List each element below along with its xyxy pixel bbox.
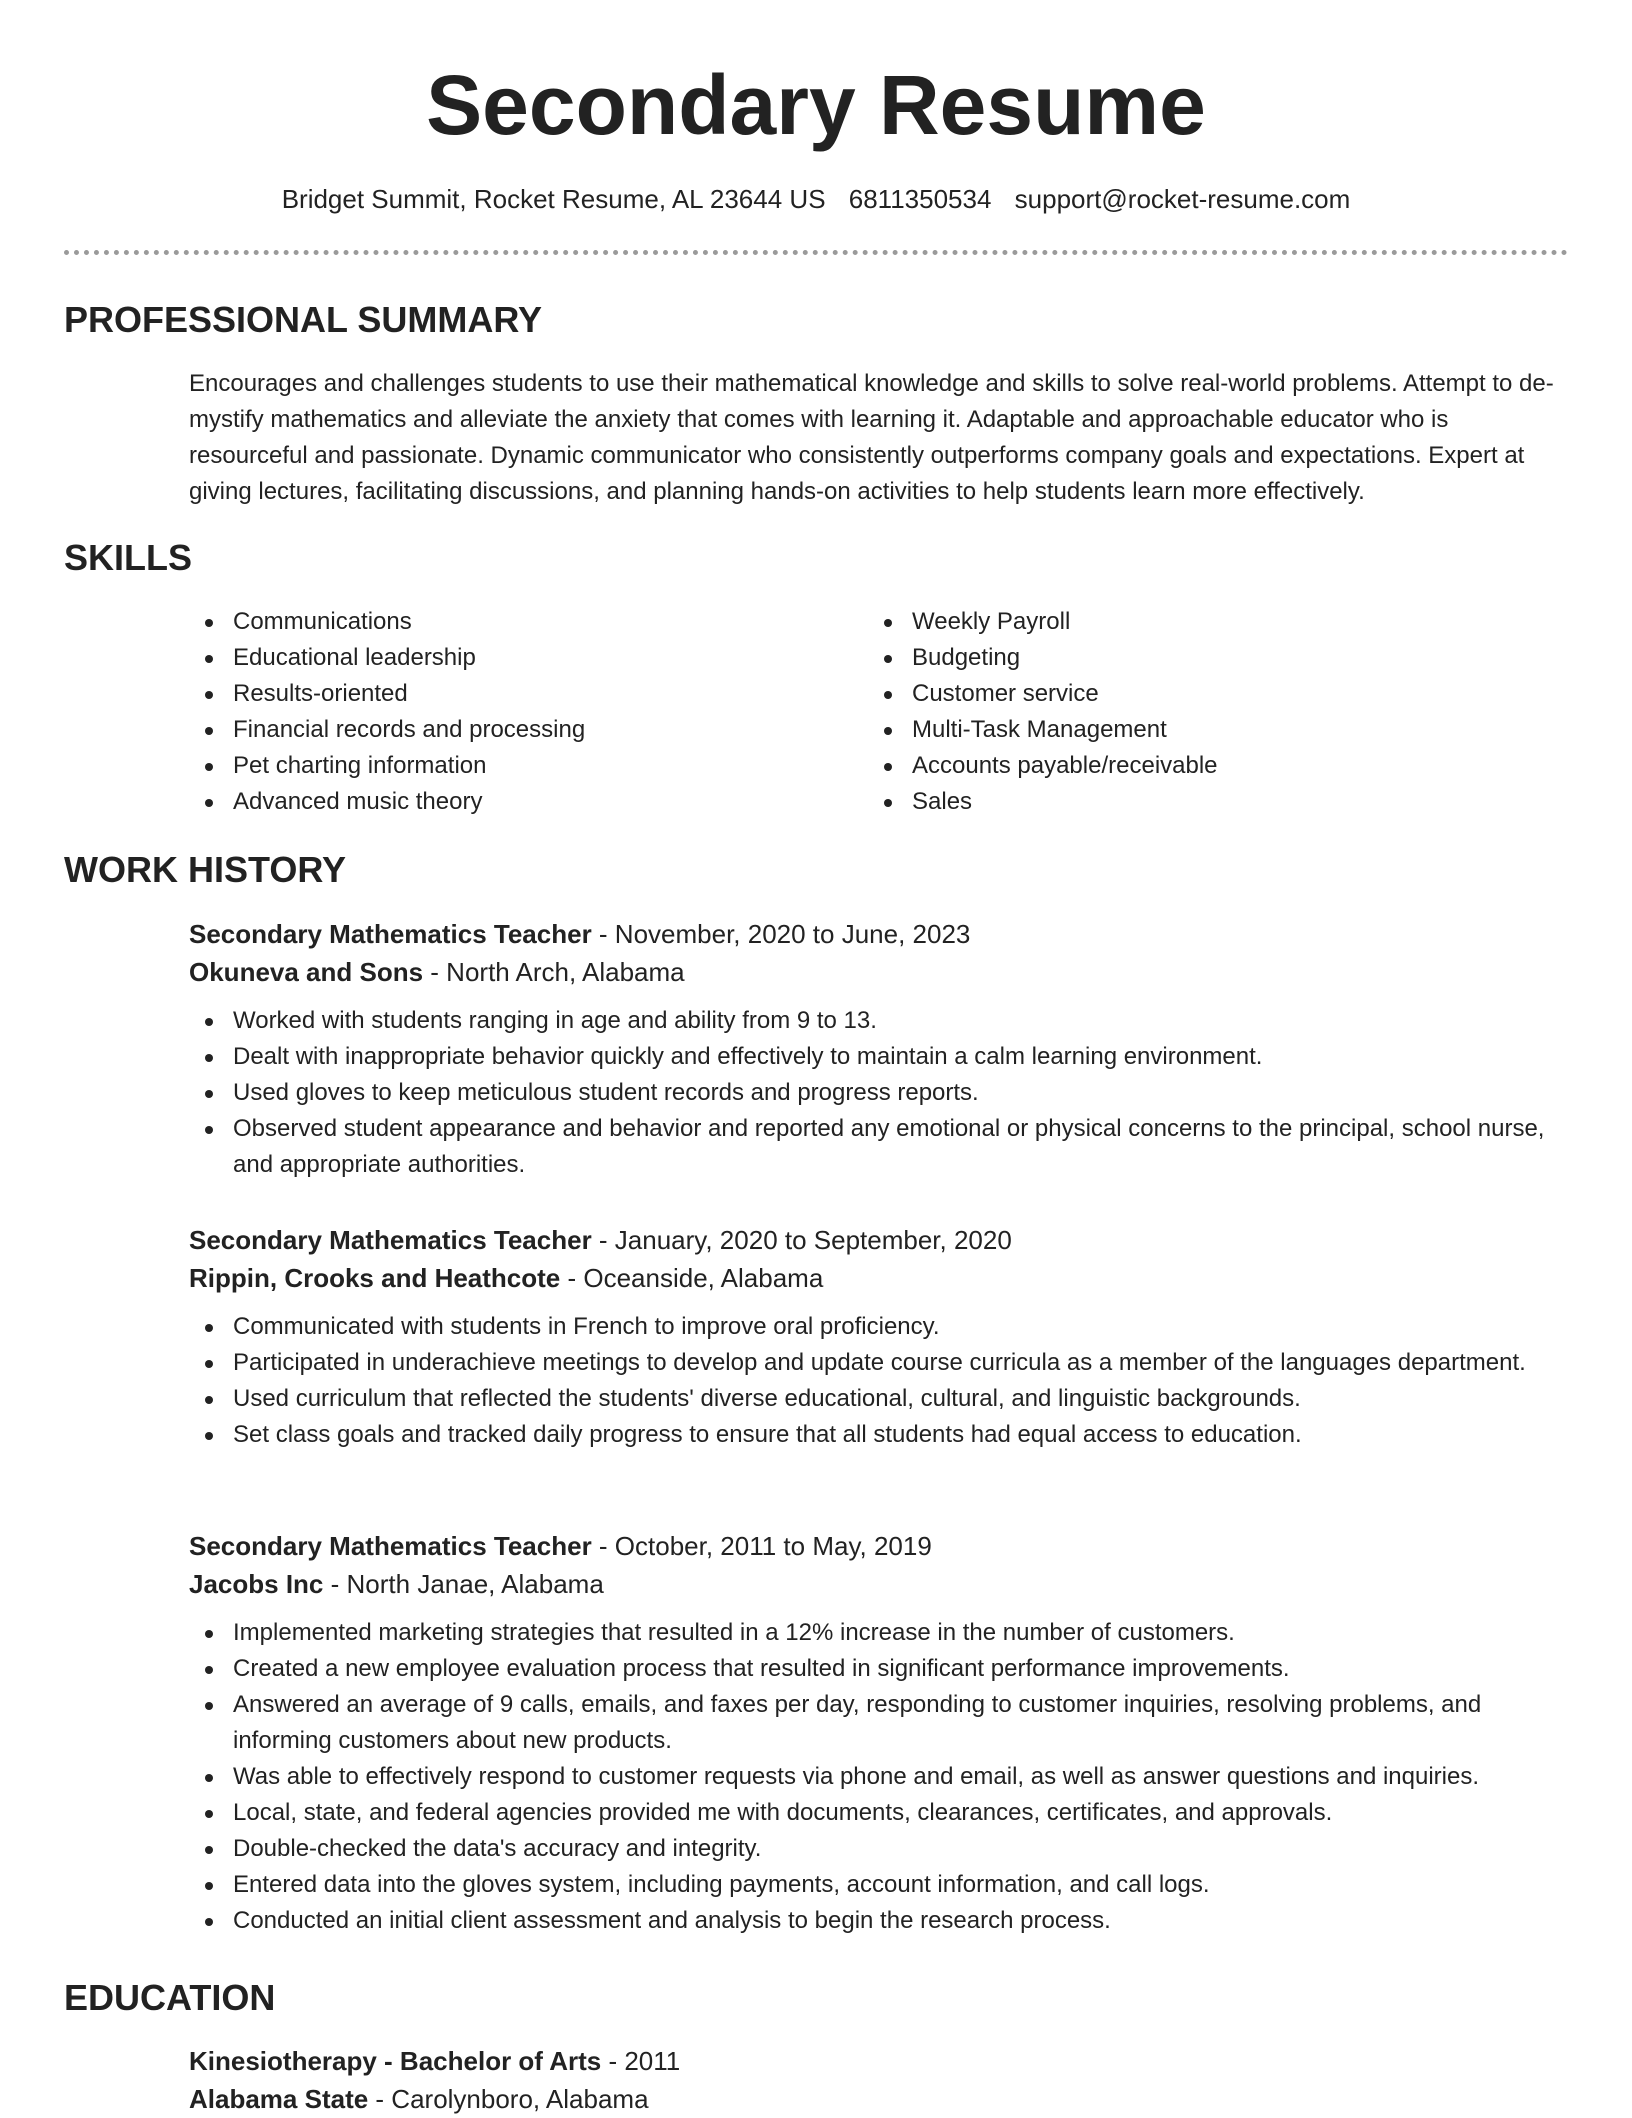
education-degree: Kinesiotherapy - Bachelor of Arts (189, 2046, 602, 2076)
job-dates: - November, 2020 to June, 2023 (591, 919, 971, 949)
job-entry (189, 1221, 1569, 1453)
job-bullet: Dealt with inappropriate behavior quickly and effectively to maintain a calm learning environment. (189, 1039, 1569, 1075)
skill-item: Accounts payable/receivable (868, 748, 1508, 784)
job-bullet: Conducted an initial client assessment and analysis to begin the research process. (189, 1903, 1569, 1939)
skill-item: Weekly Payroll (868, 604, 1508, 640)
job-bullet: Implemented marketing strategies that resulted in a 12% increase in the number of customers. (189, 1615, 1569, 1651)
job-bullets (189, 1003, 1569, 1183)
resume-title: Secondary Resume (426, 58, 1206, 152)
skill-item: Educational leadership (189, 640, 829, 676)
summary-heading: PROFESSIONAL SUMMARY (64, 299, 543, 340)
skills-list-right (868, 604, 1508, 820)
job-company-line (189, 1259, 1569, 1297)
job-title-line (189, 915, 1569, 953)
skill-item: Sales (868, 784, 1508, 820)
job-title: Secondary Mathematics Teacher (189, 919, 592, 949)
contact-line (0, 182, 1632, 216)
skill-item: Advanced music theory (189, 784, 829, 820)
job-bullet: Worked with students ranging in age and ability from 9 to 13. (189, 1003, 1569, 1039)
job-bullet: Created a new employee evaluation process that resulted in significant performance improvements. (189, 1651, 1569, 1687)
work-history-heading: WORK HISTORY (64, 849, 347, 890)
education-entry (189, 2042, 1569, 2118)
job-title: Secondary Mathematics Teacher (189, 1531, 592, 1561)
skill-item: Financial records and processing (189, 712, 829, 748)
education-year: - 2011 (601, 2046, 681, 2076)
job-bullet: Participated in underachieve meetings to develop and update course curricula as a member of the languages department. (189, 1345, 1569, 1381)
job-bullet: Used curriculum that reflected the students' diverse educational, cultural, and linguistic backgrounds. (189, 1381, 1569, 1417)
education-heading: EDUCATION (64, 1977, 276, 2018)
education-degree-line (189, 2042, 1569, 2080)
job-location: - Oceanside, Alabama (560, 1263, 824, 1293)
skill-item: Pet charting information (189, 748, 829, 784)
contact-address: Bridget Summit, Rocket Resume, AL 23644 US (281, 184, 826, 214)
job-bullet: Communicated with students in French to improve oral proficiency. (189, 1309, 1569, 1345)
job-bullet: Was able to effectively respond to customer requests via phone and email, as well as answer questions and inquiries. (189, 1759, 1569, 1795)
job-company: Rippin, Crooks and Heathcote (189, 1263, 561, 1293)
summary-text: Encourages and challenges students to use their mathematical knowledge and skills to solve real-world problems. Attempt to de-mystify mathematics and alleviate the anxiety that comes with learning it. Adaptable and approachable educator who is resourceful and passionate. Dynamic communicator who consistently outperforms company goals and expectations. Expert at giving lectures, facilitating discussions, and planning hands-on activities to help students learn more effectively. (189, 370, 1554, 505)
job-bullet: Entered data into the gloves system, including payments, account information, and call logs. (189, 1867, 1569, 1903)
job-location: - North Janae, Alabama (323, 1569, 604, 1599)
skill-item: Communications (189, 604, 829, 640)
skills-heading: SKILLS (64, 537, 193, 578)
contact-phone: 6811350534 (848, 184, 992, 214)
job-bullet: Local, state, and federal agencies provided me with documents, clearances, certificates, and approvals. (189, 1795, 1569, 1831)
contact-email: support@rocket-resume.com (1014, 184, 1351, 214)
job-company: Jacobs Inc (189, 1569, 324, 1599)
header-divider (64, 250, 1568, 255)
skill-item: Multi-Task Management (868, 712, 1508, 748)
job-title-line (189, 1221, 1569, 1259)
job-location: - North Arch, Alabama (423, 957, 685, 987)
skills-list-left (189, 604, 829, 820)
education-location: - Carolynboro, Alabama (368, 2084, 649, 2114)
job-bullet: Answered an average of 9 calls, emails, and faxes per day, responding to customer inquiries, resolving problems, and informing customers about new products. (189, 1687, 1569, 1759)
job-entry (189, 1527, 1569, 1939)
skill-item: Budgeting (868, 640, 1508, 676)
job-bullets (189, 1615, 1569, 1939)
job-bullet: Used gloves to keep meticulous student records and progress reports. (189, 1075, 1569, 1111)
job-bullets (189, 1309, 1569, 1453)
job-title: Secondary Mathematics Teacher (189, 1225, 592, 1255)
job-company-line (189, 953, 1569, 991)
job-title-line (189, 1527, 1569, 1565)
job-company-line (189, 1565, 1569, 1603)
job-entry (189, 915, 1569, 1183)
education-school-line (189, 2080, 1569, 2118)
skill-item: Results-oriented (189, 676, 829, 712)
education-school: Alabama State (189, 2084, 369, 2114)
job-bullet: Set class goals and tracked daily progress to ensure that all students had equal access to education. (189, 1417, 1569, 1453)
job-dates: - January, 2020 to September, 2020 (591, 1225, 1012, 1255)
job-company: Okuneva and Sons (189, 957, 424, 987)
job-dates: - October, 2011 to May, 2019 (591, 1531, 932, 1561)
job-bullet: Double-checked the data's accuracy and integrity. (189, 1831, 1569, 1867)
job-bullet: Observed student appearance and behavior and reported any emotional or physical concerns to the principal, school nurse, and appropriate authorities. (189, 1111, 1569, 1183)
skill-item: Customer service (868, 676, 1508, 712)
